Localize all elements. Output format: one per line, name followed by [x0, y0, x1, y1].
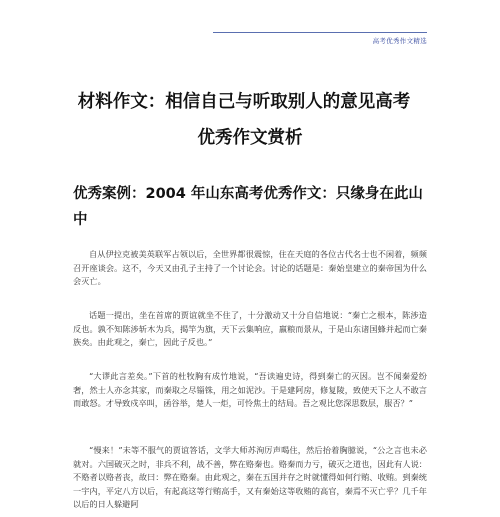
header-rule	[213, 32, 427, 33]
body-paragraph: “大谬此言差矣。”下首的杜牧胸有成竹地说，“吾读遍史诗，得到秦亡的灭因。岂不闻秦爱纷奢，然士人亦念其家，而秦取之尽锱铢，用之如泥沙。于是建阿房，修复陵，致使天下之人不敢言而敢怒。才导致戍卒叫，函谷举，楚人一炬，可怜焦土的结局。吾之观比您深思数层，服否？”	[73, 371, 427, 408]
page-title-line-1: 材料作文：相信自己与听取别人的意见高考	[77, 92, 411, 112]
page-title-line-2: 优秀作文赏析	[197, 128, 303, 148]
body-paragraph: 话题一提出，坐在首席的贾谊就坐不住了，十分激动又十分自信地说：“秦亡之根本，陈涉造反也。孰不知陈涉斩木为兵，揭竿为旗，天下云集响应，嬴粮而景从，于是山东诸国蜂并起而亡秦族矣。由此观之，秦亡，因此子反也。”	[73, 310, 427, 347]
body-paragraph: 自从伊拉克被美英联军占领以后，全世界都很震惊，住在天庭的各位古代名士也不闲着，频频召开座谈会。这不，今天又由孔子主持了一个讨论会。讨论的话题是：秦始皇建立的秦帝国为什么会灭亡。	[73, 249, 427, 286]
section-heading: 优秀案例：2004 年山东高考优秀作文：只缘身在此山中	[73, 186, 423, 228]
body-paragraph: “慢来！”未等不服气的贾谊答话，文学大师苏洵厉声喝住，然后抬着胸臆说，“公之言也未必就对。六国破灭之时，非兵不利，战不善，弊在赂秦也。赂秦而力亏，破灭之道也，因此有人说：不赂者以赂者丧，故曰：弊在赂秦。由此观之，秦在五国并存之时就懂得如何行贿、收贿。到秦统一宇内，平定八方以后，有起高这等行贿高手，又有秦始这等收贿的高官，秦焉不灭亡乎？几千年以后的日人躲避阿	[73, 445, 427, 509]
header-site-label: 高考优秀作文精选	[372, 37, 427, 45]
